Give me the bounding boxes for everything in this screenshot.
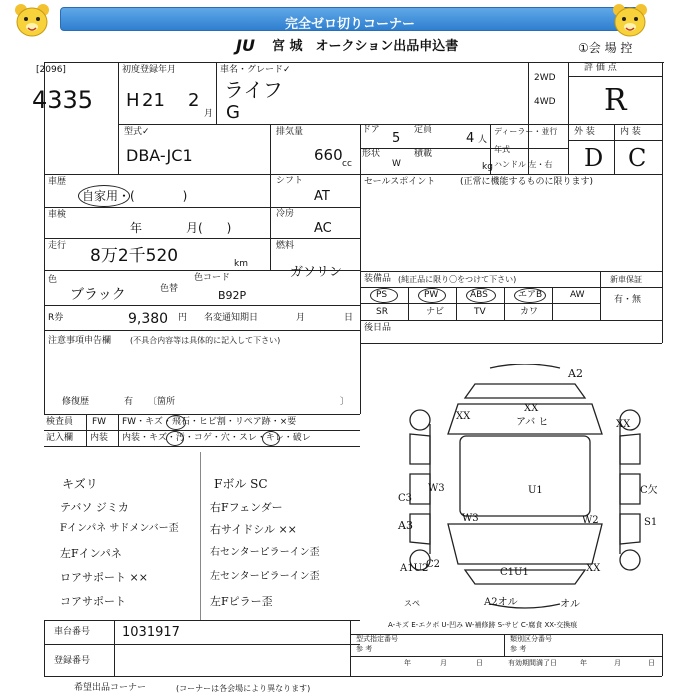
- note-right-5: 左センターピラーイン歪: [210, 571, 320, 582]
- exterior-label: 外 装: [574, 127, 595, 137]
- diagram-mark: C3: [398, 493, 413, 504]
- ref-label-1: 参 考: [356, 645, 373, 653]
- lot-number: 4335: [32, 86, 94, 114]
- diagram-mark: XX: [616, 419, 631, 430]
- diagram-mark: C2: [426, 559, 441, 570]
- registration-month: 2: [188, 90, 200, 111]
- color-change-label: 色替: [160, 284, 179, 294]
- equipment-label: 装備品: [364, 274, 392, 284]
- notes-label: 注意事項申告欄: [48, 336, 112, 346]
- notes-hint: (不具合内容等は具体的に記入して下さい): [130, 336, 281, 345]
- class-number-label: 類別区分番号: [510, 635, 552, 643]
- inspector-row-1: FW・キズ・飛石・ヒビ割・リペア跡・×要: [122, 417, 297, 427]
- car-damage-diagram: [380, 364, 670, 616]
- notice-month: 月: [296, 313, 306, 323]
- equip-pw-circle: [418, 288, 446, 303]
- inspection-label: 車検: [48, 210, 67, 220]
- bear-mascot-icon: [610, 2, 650, 38]
- reg-year: 年: [404, 659, 411, 667]
- equip-airbag: エアB: [518, 290, 543, 300]
- inspection-month: 月( ): [186, 221, 232, 235]
- new-warranty-label: 新車保証: [610, 275, 642, 284]
- capacity-unit: 人: [478, 135, 488, 145]
- color-code-label: 色コード: [194, 273, 231, 283]
- equip-navi: ナビ: [426, 307, 445, 317]
- diagram-mark: オル: [560, 599, 580, 610]
- repair-value: 有: [124, 397, 134, 407]
- equip-tv: TV: [474, 307, 486, 317]
- mileage-label: 走行: [48, 241, 67, 251]
- equip-abs: ABS: [470, 290, 488, 300]
- copy-label: ①会 場 控: [578, 41, 633, 55]
- banner-title: 完全ゼロ切りコーナー: [284, 17, 415, 32]
- inspector-interior-label: 内装: [90, 433, 109, 443]
- note-left-3: Fインパネ サドメンバー歪: [60, 523, 179, 534]
- diagram-mark: S1: [644, 517, 658, 528]
- diagram-mark: アバ ヒ: [516, 417, 549, 428]
- registration-month-unit: 月: [204, 109, 214, 119]
- reg-month: 月: [440, 659, 447, 667]
- model-number-label: 型式指定番号: [356, 635, 398, 643]
- exterior-score: D: [584, 144, 604, 172]
- load-label: 積載: [414, 149, 433, 159]
- diagram-mark: A2オル: [484, 597, 518, 608]
- chassis-label: 車台番号: [54, 627, 91, 637]
- recycle-label: R券: [48, 313, 64, 323]
- equip-aw: AW: [570, 290, 585, 300]
- capacity-label: 定員: [414, 125, 433, 135]
- inspector-circle-mark: [262, 431, 280, 446]
- fuel-value: ガソリン: [290, 265, 343, 280]
- mileage-unit: km: [234, 259, 248, 269]
- shift-label: シフト: [276, 176, 304, 186]
- chassis-value: 1031917: [122, 625, 180, 640]
- note-right-4: 右センターピラーイン歪: [210, 547, 320, 558]
- shift-value: AT: [314, 189, 330, 204]
- dealer-year-label: 年式: [494, 145, 510, 154]
- mileage-value: 8万2千520: [90, 246, 179, 266]
- displacement-label: 排気量: [276, 127, 304, 137]
- interior-label: 内 装: [620, 127, 641, 137]
- plate-label: 登録番号: [54, 656, 91, 666]
- score-label: 評 価 点: [584, 63, 617, 73]
- form-title: 宮 城 オークション出品申込書: [272, 39, 459, 54]
- note-left-6: コアサポート: [60, 595, 126, 608]
- color-code: B92P: [218, 289, 247, 302]
- equip-ps: PS: [376, 290, 388, 300]
- equipment-hint: (純正品に限り〇をつけて下さい): [398, 275, 517, 284]
- reg-day: 日: [476, 659, 483, 667]
- shape-value: W: [392, 159, 401, 169]
- diagram-mark: C1U1: [500, 567, 529, 578]
- inspection-year: 年: [130, 221, 143, 235]
- car-name-label: 車名・グレード✓: [220, 65, 291, 75]
- equip-pw: PW: [424, 290, 439, 300]
- shape-label: 形状: [362, 149, 381, 159]
- diagram-legend: A-キズ E-エクボ U-凹み W-補修跡 S-サビ C-腐食 XX-交換痕: [388, 621, 578, 629]
- ref-label-2: 参 考: [510, 645, 527, 653]
- exp-day: 日: [648, 659, 655, 667]
- diagram-mark: スペ: [404, 599, 420, 608]
- note-right-6: 左Fピラー歪: [210, 595, 273, 608]
- score-value: R: [604, 83, 627, 118]
- recycle-unit: 円: [178, 313, 188, 323]
- diagram-mark: A3: [398, 519, 413, 532]
- diagram-mark: W3: [462, 513, 479, 524]
- repair-label: 修復歴: [62, 397, 90, 407]
- diagram-mark: W2: [582, 515, 599, 526]
- equip-sr: SR: [376, 307, 388, 317]
- equip-leather: カワ: [520, 307, 539, 317]
- interior-score: C: [628, 144, 647, 172]
- selling-points-hint: (正常に機能するものに限ります): [460, 177, 594, 187]
- diagram-mark: W3: [428, 483, 445, 494]
- car-grade: G: [226, 102, 240, 123]
- note-left-2: テバソ ジミカ: [60, 501, 129, 514]
- drive-2wd: 2WD: [534, 73, 556, 83]
- selling-points-label: セールスポイント: [364, 177, 436, 187]
- ju-logo: JU: [236, 36, 255, 55]
- banner: [60, 7, 640, 31]
- diagram-mark: A2: [568, 367, 583, 380]
- note-right-1: Fボル SC: [214, 477, 268, 491]
- note-left-5: ロアサポート ××: [60, 571, 148, 584]
- inspector-label-1: 検査員: [46, 417, 74, 427]
- note-left-1: キズリ: [62, 477, 98, 491]
- inspector-label-2: 記入欄: [46, 433, 74, 443]
- inspector-fw-label: FW: [92, 417, 107, 427]
- history-value: 自家用・( ): [82, 189, 188, 203]
- equip-abs-circle: [466, 288, 496, 303]
- desired-corner-label: 希望出品コーナー: [74, 683, 147, 693]
- history-circle-mark: [78, 185, 130, 207]
- diagram-mark: A1U2: [400, 563, 429, 574]
- inspector-row-2: 内装・キズ・汚・コゲ・穴・スレ・キレ・破レ: [122, 433, 311, 443]
- exp-month: 月: [614, 659, 621, 667]
- registration-era: H: [126, 90, 140, 111]
- doors-label: ドア: [362, 125, 380, 135]
- drive-4wd: 4WD: [534, 97, 556, 107]
- inspector-circle-mark: [166, 431, 184, 446]
- model-value: DBA-JC1: [126, 146, 193, 165]
- equip-airbag-circle: [514, 288, 546, 303]
- lot-code: [2096]: [36, 65, 66, 75]
- displacement-value: 660: [314, 146, 343, 164]
- exp-year: 年: [580, 659, 587, 667]
- registration-year: 21: [142, 90, 165, 111]
- expiry-label: 有効期間満了日: [508, 659, 557, 667]
- rear-seat-label: 後日品: [364, 323, 392, 333]
- new-warranty-value: 有・無: [614, 295, 642, 305]
- aircon-label: 冷房: [276, 209, 295, 219]
- diagram-mark: XX: [456, 411, 471, 422]
- registration-label: 初度登録年月: [122, 65, 177, 75]
- bear-mascot-icon: [12, 2, 52, 38]
- doors-value: 5: [392, 131, 401, 146]
- note-right-3: 右サイドシル ××: [210, 523, 297, 536]
- notice-label: 名変通知期日: [204, 313, 259, 323]
- desired-corner-hint: (コーナーは各会場により異なります): [176, 684, 311, 693]
- color-label: 色: [48, 275, 58, 285]
- equip-ps-circle: [370, 288, 398, 303]
- diagram-mark: XX: [524, 403, 539, 414]
- load-unit: kg: [482, 162, 493, 172]
- history-label: 車歴: [48, 177, 67, 187]
- displacement-unit: cc: [342, 159, 352, 169]
- diagram-mark: C欠: [640, 485, 658, 496]
- repair-place: 〔箇所: [148, 397, 176, 407]
- car-name: ライフ: [224, 78, 283, 102]
- aircon-value: AC: [314, 221, 332, 236]
- color-value: ブラック: [70, 287, 126, 303]
- handle-label: ハンドル 左・右: [494, 160, 553, 169]
- repair-close: 〕: [340, 397, 350, 407]
- note-left-4: 左Fインパネ: [60, 547, 122, 560]
- diagram-mark: U1: [528, 485, 543, 496]
- notice-day: 日: [344, 313, 354, 323]
- header-bar: [0, 0, 700, 42]
- inspector-circle-mark: [166, 415, 186, 430]
- capacity-value: 4: [466, 131, 475, 146]
- fuel-label: 燃料: [276, 241, 295, 251]
- recycle-value: 9,380: [128, 311, 169, 327]
- diagram-mark: XX: [586, 563, 601, 574]
- note-right-2: 右Fフェンダー: [210, 501, 283, 514]
- dealer-label: ディーラー・並行: [494, 127, 558, 136]
- model-label: 型式✓: [124, 127, 150, 137]
